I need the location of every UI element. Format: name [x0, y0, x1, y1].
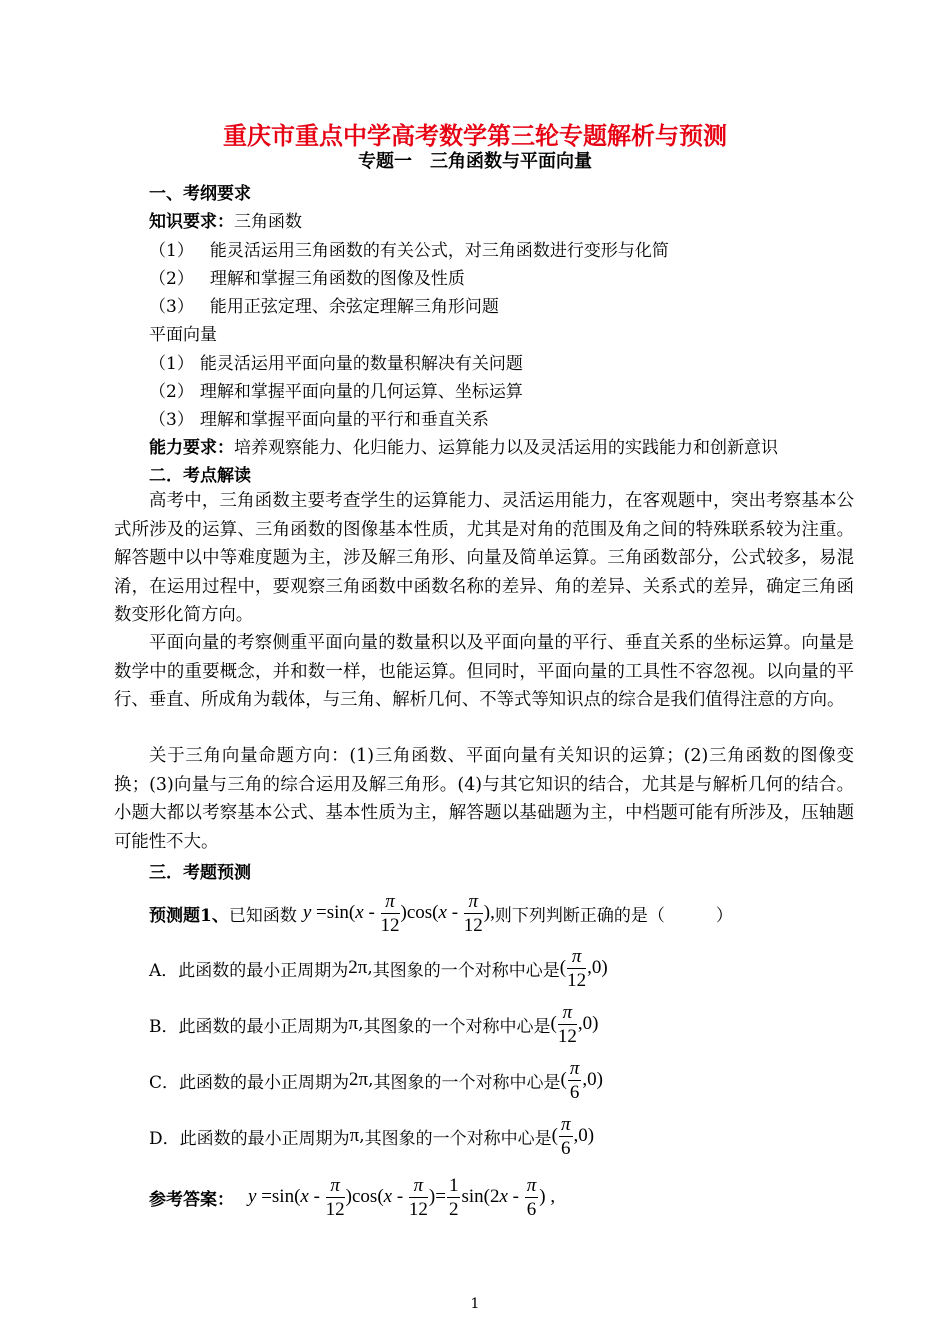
knowledge-value: 三角函数	[234, 212, 302, 232]
vector-item-num: （2）	[149, 382, 194, 402]
vector-item	[149, 377, 523, 402]
answer-label: 参考答案：	[149, 1189, 234, 1210]
ability-label: 能力要求：	[149, 438, 234, 458]
option-b: B． 此函数的最小正周期为 π , 其图象的一个对称中心是 ( $\frac{\pi}{12}$ ,0)	[149, 1001, 599, 1047]
question-1-text: 已知函数	[228, 905, 297, 926]
option-prefix: 此函数的最小正周期为	[179, 1072, 350, 1093]
option-mid: 其图象的一个对称中心是	[373, 1072, 561, 1093]
option-c: C． 此函数的最小正周期为 2π , 其图象的一个对称中心是 ( $\frac{\pi}{6}$ ,0)	[149, 1057, 603, 1103]
trig-item	[149, 292, 499, 317]
page-number: 1	[470, 1296, 480, 1312]
document-subtitle: 专题一 三角函数与平面向量	[358, 151, 592, 172]
paragraph-3: 关于三角向量命题方向：(1)三角函数、平面向量有关知识的运算；(2)三角函数的图像变换；(3)向量与三角的综合运用及解三角形。(4)与其它知识的结合，尤其是与解析几何的结合。小题大都以考察基本公式、基本性质为主，解答题以基础题为主，中档题可能有所涉及，压轴题可能性不大。	[114, 746, 854, 852]
section-2-heading: 二．考点解读	[149, 466, 251, 486]
vector-item	[149, 349, 523, 374]
trig-item-text: 能用正弦定理、余弦定理解三角形问题	[209, 297, 499, 317]
option-period: π	[348, 1013, 359, 1034]
vector-heading: 平面向量	[149, 325, 217, 345]
option-period: 2π	[348, 957, 368, 978]
vector-item	[149, 405, 489, 430]
option-letter: D．	[149, 1128, 180, 1149]
knowledge-label: 知识要求：	[149, 212, 234, 232]
reference-answer	[149, 1172, 555, 1222]
option-period: 2π	[349, 1069, 369, 1090]
paragraph-1: 高考中，三角函数主要考查学生的运算能力、灵活运用能力，在客观题中，突出考察基本公式所涉及的运算、三角函数的图像基本性质，尤其是对角的范围及角之间的特殊联系较为注重。解答题中以中等难度题为主，涉及解三角形、向量及简单运算。三角函数部分，公式较多，易混淆，在运用过程中，要观察三角函数中函数名称的差异、角的差异、关系式的差异，确定三角函数变形化简方向。	[114, 491, 854, 625]
question-1-formula: y =sin(x - $\frac{\pi}{12}$ )cos(x - $\frac{\pi}{12}$ ),	[302, 890, 495, 936]
option-prefix: 此函数的最小正周期为	[178, 1016, 349, 1037]
trig-item-num: （1）	[149, 241, 194, 261]
trig-item-num: （2）	[149, 269, 194, 289]
vector-item-num: （1）	[149, 354, 194, 374]
trig-item-num: （3）	[149, 297, 194, 317]
document-title: 重庆市重点中学高考数学第三轮专题解析与预测	[223, 121, 727, 150]
option-a: A． 此函数的最小正周期为 2π , 其图象的一个对称中心是 ( $\frac{\pi}{12}$ ,0)	[149, 945, 608, 991]
option-letter: B．	[149, 1016, 179, 1037]
option-center: ( $\frac{\pi}{12}$ ,0)	[550, 1001, 599, 1047]
option-mid: 其图象的一个对称中心是	[372, 960, 560, 981]
question-1-tail: 则下列判断正确的是（ ）	[494, 905, 733, 926]
vector-item-text: 理解和掌握平面向量的几何运算、坐标运算	[199, 382, 523, 402]
option-letter: A．	[149, 960, 179, 981]
option-mid: 其图象的一个对称中心是	[363, 1016, 551, 1037]
vector-item-num: （3）	[149, 410, 194, 430]
ability-requirement	[149, 433, 778, 458]
trig-item-text: 能灵活运用三角函数的有关公式，对三角函数进行变形与化简	[209, 241, 669, 261]
section-1-heading: 一、考纲要求	[149, 184, 251, 204]
option-d: D． 此函数的最小正周期为 π , 其图象的一个对称中心是 ( $\frac{\pi}{6}$ ,0)	[149, 1113, 595, 1159]
vector-item-text: 理解和掌握平面向量的平行和垂直关系	[199, 410, 489, 430]
answer-formula: y =sin(x - $\frac{\pi}{12}$ )cos(x - $\frac{\pi}{12}$ )= $\frac{1}{2}$ sin(2x - $\frac{\pi}{6}$ ) ,	[248, 1174, 556, 1220]
option-prefix: 此函数的最小正周期为	[178, 960, 349, 981]
option-prefix: 此函数的最小正周期为	[179, 1128, 350, 1149]
knowledge-requirement	[149, 207, 302, 232]
option-period: π	[349, 1125, 360, 1146]
paragraph-2: 平面向量的考察侧重平面向量的数量积以及平面向量的平行、垂直关系的坐标运算。向量是数学中的重要概念，并和数一样，也能运算。但同时，平面向量的工具性不容忽视。以向量的平行、垂直、所成角为载体，与三角、解析几何、不等式等知识点的综合是我们值得注意的方向。	[114, 633, 854, 710]
trig-item	[149, 264, 465, 289]
option-center: ( $\frac{\pi}{12}$ ,0)	[559, 945, 608, 991]
option-center: ( $\frac{\pi}{6}$ ,0)	[551, 1113, 595, 1159]
question-1-label: 预测题1、	[149, 905, 229, 926]
ability-text: 培养观察能力、化归能力、运算能力以及灵活运用的实践能力和创新意识	[234, 438, 778, 458]
section-3-heading: 三．考题预测	[149, 863, 251, 883]
option-mid: 其图象的一个对称中心是	[364, 1128, 552, 1149]
option-center: ( $\frac{\pi}{6}$ ,0)	[560, 1057, 603, 1103]
option-letter: C．	[149, 1072, 180, 1093]
question-1	[149, 888, 733, 938]
trig-item	[149, 236, 669, 261]
trig-item-text: 理解和掌握三角函数的图像及性质	[209, 269, 465, 289]
vector-item-text: 能灵活运用平面向量的数量积解决有关问题	[199, 354, 523, 374]
